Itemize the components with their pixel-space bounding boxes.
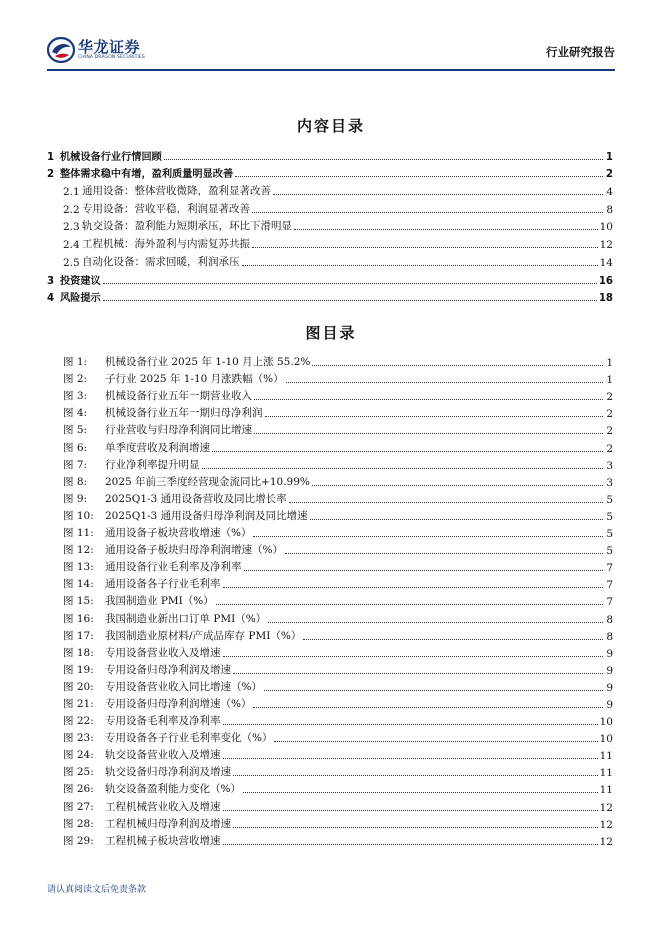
- toc-entry-number: 1: [47, 151, 55, 163]
- figure-entry[interactable]: [0, 352, 662, 369]
- figure-entry-number: 图 13:: [63, 561, 94, 574]
- figure-entry-text: 通用设备行业毛利率及净利率: [105, 561, 242, 574]
- figure-entry-number: 图 6:: [63, 441, 88, 454]
- figure-entry-text: 通用设备子板块营收增速（%）: [105, 527, 252, 540]
- dot-leader: [285, 553, 603, 554]
- figure-entry-number: 图 2:: [63, 373, 88, 386]
- dot-leader: [103, 300, 597, 301]
- figure-entry[interactable]: [0, 831, 662, 848]
- figure-entry-text: 轨交设备盈利能力变化（%）: [105, 783, 241, 796]
- figure-entry-number: 图 16:: [63, 612, 94, 625]
- figure-entry-number: 图 28:: [63, 817, 94, 830]
- figure-entry-text: 子行业 2025 年 1-10 月涨跌幅（%）: [105, 373, 284, 386]
- figure-entry-text: 专用设备营业收入及增速: [105, 646, 221, 659]
- toc-entry-page: 2: [605, 169, 613, 181]
- figure-entry[interactable]: [0, 540, 662, 557]
- figure-entry[interactable]: [0, 711, 662, 728]
- figure-entry[interactable]: [0, 523, 662, 540]
- figure-entry-number: 图 5:: [63, 424, 88, 437]
- dot-leader: [289, 502, 603, 503]
- figure-entry-text: 机械设备行业五年一期归母净利润: [105, 407, 263, 420]
- figure-entry[interactable]: [0, 591, 662, 608]
- toc-entry[interactable]: [0, 233, 662, 251]
- toc-entry-number: 2.1: [63, 186, 80, 199]
- toc-entry-text: 通用设备：整体营收微降，盈利显著改善: [82, 185, 271, 198]
- figure-entry-text: 专用设备归母净利润及增速: [105, 663, 231, 676]
- dot-leader: [233, 775, 598, 776]
- dot-leader: [223, 810, 598, 811]
- dragon-logo-icon: [47, 37, 75, 63]
- dot-leader: [223, 758, 598, 759]
- figure-entry-number: 图 21:: [63, 697, 94, 710]
- figure-entry-text: 我国制造业新出口订单 PMI（%）: [105, 612, 267, 625]
- toc-entry-number: 3: [47, 275, 55, 287]
- toc-entry-text: 自动化设备：需求回暖，利润承压: [82, 255, 240, 268]
- toc-entry-text: 投资建议: [60, 275, 101, 287]
- dot-leader: [216, 604, 603, 605]
- figure-entry-text: 2025Q1-3 通用设备营收及同比增长率: [105, 492, 287, 505]
- toc-entry-page: 8: [606, 203, 613, 216]
- figure-entry-number: 图 11:: [63, 527, 94, 540]
- figure-entry-text: 工程机械营业收入及增速: [105, 800, 221, 813]
- figure-entry-number: 图 27:: [63, 800, 94, 813]
- figure-entry-page: 2: [606, 425, 613, 438]
- figure-entry[interactable]: [0, 369, 662, 386]
- figure-entry-text: 我国制造业原材料/产成品库存 PMI（%）: [105, 629, 302, 642]
- toc-entry-page: 14: [599, 256, 613, 269]
- figure-entry-number: 图 18:: [63, 646, 94, 659]
- figure-entry[interactable]: [0, 745, 662, 762]
- dot-leader: [310, 519, 603, 520]
- toc-entry-text: 整体需求稳中有增，盈利质量明显改善: [60, 169, 234, 181]
- toc-entry-page: 1: [605, 151, 613, 163]
- dot-leader: [254, 399, 603, 400]
- figure-entry[interactable]: [0, 779, 662, 796]
- figure-entry-page: 2: [606, 391, 613, 404]
- dot-leader: [223, 724, 598, 725]
- dot-leader: [235, 176, 603, 177]
- toc-entry[interactable]: [0, 287, 662, 305]
- figure-entry[interactable]: [0, 472, 662, 489]
- figure-entry-number: 图 10:: [63, 509, 94, 522]
- figure-entry-page: 3: [606, 459, 613, 472]
- dot-leader: [312, 485, 603, 486]
- figure-entry-number: 图 4:: [63, 407, 88, 420]
- figure-entry[interactable]: [0, 762, 662, 779]
- figure-entry-text: 2025 年前三季度经营现金流同比+10.99%: [105, 475, 310, 488]
- figure-entry-text: 专用设备营业收入同比增速（%）: [105, 680, 262, 693]
- figure-entry[interactable]: [0, 660, 662, 677]
- dot-leader: [273, 194, 603, 195]
- report-type-label: 行业研究报告: [546, 45, 615, 59]
- figure-entry-number: 图 7:: [63, 458, 88, 471]
- figure-entry-page: 9: [606, 664, 613, 677]
- logo-chinese-name: 华龙证券: [78, 38, 141, 56]
- figure-entry-page: 5: [606, 493, 613, 506]
- figure-entry-number: 图 22:: [63, 715, 94, 728]
- dot-leader: [223, 587, 604, 588]
- figure-entry-number: 图 8:: [63, 475, 88, 488]
- toc-entry-text: 工程机械：海外盈利与内需复苏共振: [82, 238, 250, 251]
- dot-leader: [253, 707, 603, 708]
- figure-entry-text: 我国制造业 PMI（%）: [105, 595, 214, 608]
- figure-entry-page: 11: [599, 784, 613, 797]
- figure-entry-text: 机械设备行业五年一期营业收入: [105, 390, 252, 403]
- toc-entry-page: 4: [606, 186, 613, 199]
- figure-entry-number: 图 12:: [63, 544, 94, 557]
- figure-entry-text: 工程机械归母净利润及增速: [105, 817, 231, 830]
- dot-leader: [164, 159, 603, 160]
- figure-entry[interactable]: [0, 489, 662, 506]
- figure-entry-page: 2: [606, 442, 613, 455]
- toc-entry-number: 2.3: [63, 221, 80, 234]
- dot-leader: [242, 265, 598, 266]
- toc-entry[interactable]: [0, 198, 662, 216]
- toc-entry[interactable]: [0, 180, 662, 198]
- figure-entry-page: 7: [606, 579, 613, 592]
- figure-entry-page: 7: [606, 562, 613, 575]
- dot-leader: [252, 247, 598, 248]
- figure-entry-number: 图 17:: [63, 629, 94, 642]
- dot-leader: [252, 212, 603, 213]
- figure-entry-text: 轨交设备营业收入及增速: [105, 749, 221, 762]
- dot-leader: [286, 382, 603, 383]
- company-logo: [47, 36, 187, 64]
- figure-entry-text: 通用设备各子行业毛利率: [105, 578, 221, 591]
- figure-entry-page: 5: [606, 545, 613, 558]
- toc-entry-number: 4: [47, 293, 55, 305]
- figure-entry-number: 图 20:: [63, 680, 94, 693]
- figure-entry-page: 10: [599, 733, 613, 746]
- dot-leader: [233, 827, 598, 828]
- toc-entry[interactable]: [0, 216, 662, 234]
- figure-entry[interactable]: [0, 403, 662, 420]
- figure-entry[interactable]: [0, 506, 662, 523]
- figure-entry-page: 9: [606, 681, 613, 694]
- toc-entry-text: 轨交设备：盈利能力短期承压，环比下滑明显: [82, 220, 292, 233]
- figure-entry-page: 3: [606, 476, 613, 489]
- figure-entry-text: 行业营收与归母净利润同比增速: [105, 424, 252, 437]
- figure-entry-number: 图 23:: [63, 732, 94, 745]
- toc-entry[interactable]: [0, 269, 662, 287]
- figure-entry-page: 11: [599, 750, 613, 763]
- figure-entry-text: 专用设备归母净利润增速（%）: [105, 697, 252, 710]
- figure-entry-text: 专用设备毛利率及净利率: [105, 715, 221, 728]
- figure-entry-text: 通用设备子板块归母净利润增速（%）: [105, 544, 283, 557]
- figure-entry-number: 图 29:: [63, 834, 94, 847]
- figure-entry[interactable]: [0, 437, 662, 454]
- figure-entry-text: 2025Q1-3 通用设备归母净利润及同比增速: [105, 509, 308, 522]
- figure-entry[interactable]: [0, 420, 662, 437]
- toc-title: 内容目录: [296, 117, 365, 135]
- figure-entry-page: 9: [606, 647, 613, 660]
- dot-leader: [253, 536, 603, 537]
- toc-entry-page: 10: [599, 221, 613, 234]
- figure-entry-page: 7: [606, 596, 613, 609]
- figure-entry[interactable]: [0, 574, 662, 591]
- figure-entry[interactable]: [0, 386, 662, 403]
- page-header: [47, 30, 615, 70]
- figure-entry[interactable]: [0, 455, 662, 472]
- figure-entry[interactable]: [0, 557, 662, 574]
- toc-entry-number: 2.2: [63, 203, 80, 216]
- figure-entry-text: 轨交设备归母净利润及增速: [105, 766, 231, 779]
- toc-entry-text: 专用设备：营收平稳，利润显著改善: [82, 202, 250, 215]
- figure-list-title: 图目录: [305, 324, 357, 342]
- figure-entry-page: 12: [599, 835, 613, 848]
- figure-entry[interactable]: [0, 608, 662, 625]
- dot-leader: [264, 690, 603, 691]
- figure-entry-page: 8: [606, 613, 613, 626]
- figure-entry-text: 机械设备行业 2025 年 1-10 月上涨 55.2%: [105, 356, 311, 369]
- figure-entry-number: 图 1:: [63, 356, 88, 369]
- figure-entry-text: 行业净利率提升明显: [105, 458, 200, 471]
- figure-entry[interactable]: [0, 728, 662, 745]
- figure-entry-number: 图 9:: [63, 492, 88, 505]
- toc-entry-page: 12: [599, 239, 613, 252]
- dot-leader: [103, 283, 597, 284]
- figure-entry-page: 9: [606, 698, 613, 711]
- figure-entry-page: 12: [599, 818, 613, 831]
- dot-leader: [274, 741, 597, 742]
- figure-entry-text: 单季度营收及利润增速: [105, 441, 210, 454]
- figure-entry-text: 工程机械子板块营收增速: [105, 834, 221, 847]
- dot-leader: [268, 622, 603, 623]
- figure-entry-number: 图 19:: [63, 663, 94, 676]
- dot-leader: [243, 792, 598, 793]
- figure-entry-number: 图 14:: [63, 578, 94, 591]
- toc-entry-number: 2.4: [63, 239, 80, 252]
- toc-entry[interactable]: [0, 163, 662, 181]
- dot-leader: [223, 656, 604, 657]
- toc-entry-text: 机械设备行业行情回顾: [60, 151, 162, 163]
- dot-leader: [244, 570, 604, 571]
- toc-entry-number: 2: [47, 169, 55, 181]
- figure-entry-page: 1: [606, 357, 613, 370]
- logo-english-name: CHINA DRAGON SECURITIES: [78, 55, 145, 60]
- figure-entry-number: 图 3:: [63, 390, 88, 403]
- figure-entry-page: 1: [606, 374, 613, 387]
- figure-list: [0, 352, 662, 848]
- figure-entry[interactable]: [0, 814, 662, 831]
- figure-entry-page: 12: [599, 801, 613, 814]
- header-divider: [47, 69, 615, 71]
- dot-leader: [294, 229, 598, 230]
- toc-entry-text: 风险提示: [60, 293, 101, 305]
- figure-entry-page: 10: [599, 716, 613, 729]
- dot-leader: [265, 416, 604, 417]
- figure-entry[interactable]: [0, 643, 662, 660]
- toc-entry[interactable]: [0, 251, 662, 269]
- figure-entry-page: 2: [606, 408, 613, 421]
- figure-entry[interactable]: [0, 796, 662, 813]
- dot-leader: [254, 433, 603, 434]
- table-of-contents: [0, 145, 662, 304]
- dot-leader: [312, 365, 603, 366]
- dot-leader: [223, 844, 598, 845]
- toc-entry-number: 2.5: [63, 256, 80, 269]
- figure-entry-page: 8: [606, 630, 613, 643]
- dot-leader: [202, 468, 604, 469]
- dot-leader: [212, 451, 603, 452]
- figure-entry-number: 图 24:: [63, 749, 94, 762]
- dot-leader: [233, 673, 603, 674]
- dot-leader: [303, 639, 603, 640]
- figure-entry-number: 图 15:: [63, 595, 94, 608]
- footer-disclaimer: 请认真阅读文后免责条款: [47, 885, 147, 895]
- toc-entry-page: 18: [598, 293, 613, 305]
- toc-entry-page: 16: [598, 275, 613, 287]
- figure-entry[interactable]: [0, 677, 662, 694]
- figure-entry[interactable]: [0, 694, 662, 711]
- figure-entry-number: 图 25:: [63, 766, 94, 779]
- figure-entry-page: 11: [599, 767, 613, 780]
- figure-entry-text: 专用设备各子行业毛利率变化（%）: [105, 732, 273, 745]
- figure-entry[interactable]: [0, 626, 662, 643]
- figure-entry-page: 5: [606, 510, 613, 523]
- toc-entry[interactable]: [0, 145, 662, 163]
- figure-entry-page: 5: [606, 528, 613, 541]
- figure-entry-number: 图 26:: [63, 783, 94, 796]
